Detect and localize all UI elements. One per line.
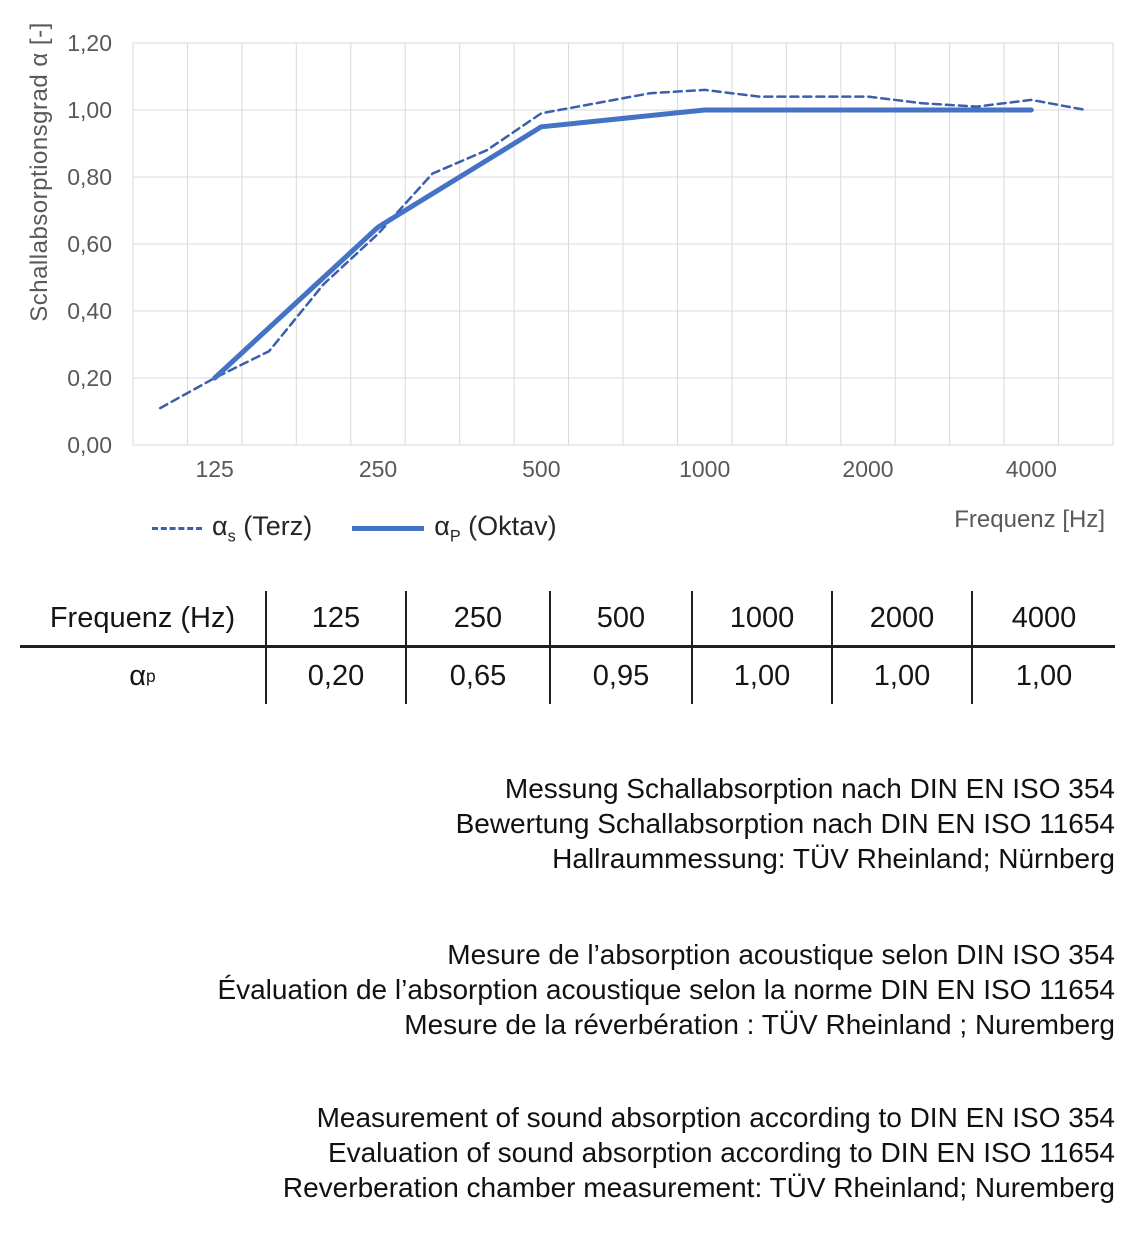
notes-german	[20, 771, 1115, 876]
table-value-2000: 1,00	[833, 648, 973, 704]
x-axis-tick-label: 1000	[679, 456, 731, 482]
table-value-500: 0,95	[551, 648, 693, 704]
y-axis-tick-label: 0,20	[67, 365, 112, 391]
table-value-4000: 1,00	[1015, 659, 1073, 692]
table-value-1000: 1,00	[693, 648, 833, 704]
dashed-line-swatch	[152, 527, 202, 530]
x-axis-tick-label: 125	[195, 456, 234, 482]
note-line: Mesure de l’absorption acoustique selon DIN ISO 354	[447, 939, 1115, 970]
note-line: Mesure de la réverbération : TÜV Rheinland ; Nuremberg	[404, 1009, 1115, 1040]
legend-item-alpha-p	[352, 511, 556, 546]
table-row-label-alpha-p: α p	[20, 648, 267, 704]
note-line: Hallraummessung: TÜV Rheinland; Nürnberg	[552, 843, 1115, 874]
table-header-1000: 1000	[693, 591, 833, 648]
table-header-frequency: Frequenz (Hz)	[20, 591, 267, 648]
table-header-4000: 4000	[973, 591, 1115, 648]
note-line: Messung Schallabsorption nach DIN EN ISO 354	[504, 773, 1115, 804]
note-line: Evaluation of sound absorption according to DIN EN ISO 11654	[327, 1137, 1115, 1168]
y-axis-tick-label: 1,00	[67, 97, 112, 123]
note-line: Measurement of sound absorption according to DIN EN ISO 354	[316, 1102, 1115, 1133]
x-axis-tick-labels	[0, 456, 1135, 486]
table-header-500: 500	[551, 591, 693, 648]
table-header-250: 250	[407, 591, 551, 648]
y-axis-tick-label: 0,00	[67, 432, 112, 458]
y-axis-tick-label: 1,20	[67, 30, 112, 56]
x-axis-tick-label: 250	[358, 456, 398, 482]
y-axis-tick-label: 0,60	[67, 231, 112, 257]
y-axis-tick-label: 0,80	[67, 164, 112, 190]
note-line: Bewertung Schallabsorption nach DIN EN ISO 11654	[455, 808, 1115, 839]
x-axis-tick-label: 500	[522, 456, 561, 482]
solid-line-swatch	[352, 526, 424, 531]
note-line: Évaluation de l’absorption acoustique selon la norme DIN EN ISO 11654	[217, 974, 1115, 1005]
table-header-2000: 2000	[833, 591, 973, 648]
notes-french	[20, 937, 1115, 1042]
y-axis-title: Schallabsorptionsgrad α [-]	[26, 22, 53, 322]
absorption-chart	[0, 0, 1135, 560]
y-axis-tick-label: 0,40	[67, 298, 112, 324]
chart-legend	[152, 508, 557, 550]
table-value-125: 0,20	[267, 648, 407, 704]
x-axis-tick-label: 4000	[1005, 456, 1057, 482]
note-line: Reverberation chamber measurement: TÜV Rheinland; Nuremberg	[282, 1172, 1115, 1203]
legend-label-alpha-p: $\alpha_P$ (Oktav)	[434, 511, 557, 546]
legend-label-alpha-s: $\alpha_s$ (Terz)	[212, 511, 313, 546]
notes-english	[20, 1100, 1115, 1205]
alpha-p-table	[20, 591, 1115, 704]
legend-item-alpha-s	[152, 511, 312, 546]
table-header-125: 125	[267, 591, 407, 648]
x-axis-tick-label: 2000	[842, 456, 894, 482]
table-value-250: 0,65	[407, 648, 551, 704]
x-axis-title: Frequenz [Hz]	[954, 506, 1105, 533]
